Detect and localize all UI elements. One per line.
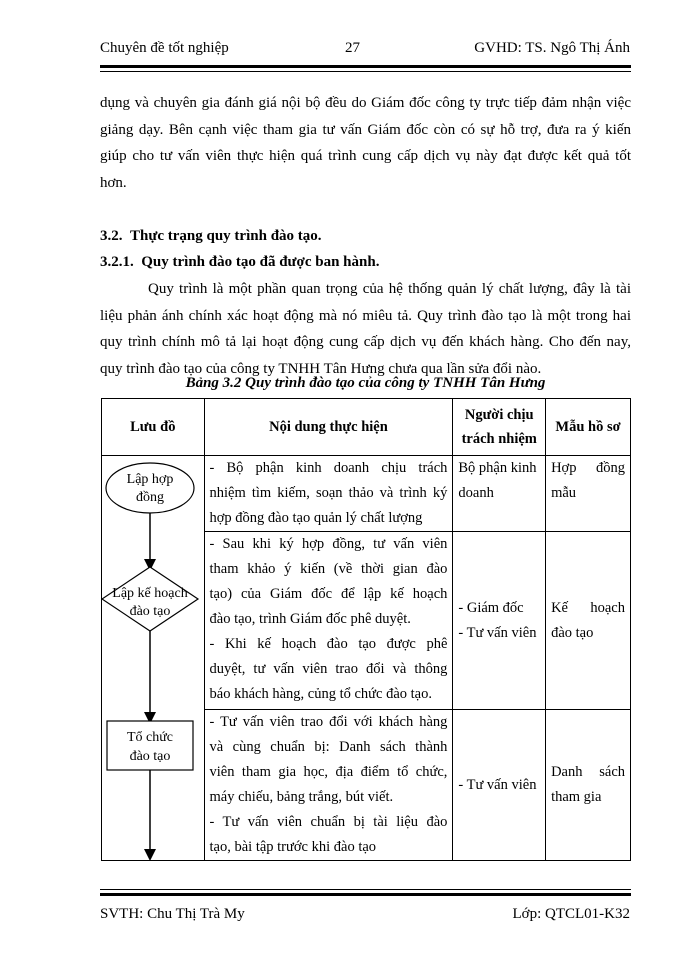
body-paragraph (100, 276, 631, 382)
form-cell (546, 710, 631, 861)
section-number: 3.2. (100, 228, 123, 244)
table-header-row (102, 399, 631, 456)
header-flow: Lưu đồ (102, 399, 205, 456)
form-line: tham gia (551, 789, 602, 805)
flow-step2-line2: đào tạo (129, 604, 171, 619)
content-line: tạo, bài tập trước khi đào tạo (209, 839, 377, 855)
intro-line: hơn. (100, 174, 127, 191)
table-caption: Bảng 3.2 Quy trình đào tạo của công ty TNHH Tân Hưng (185, 375, 546, 391)
header-left: Chuyên đề tốt nghiệp (100, 40, 229, 56)
form-line: Danh sách (551, 764, 625, 780)
content-line: máy chiếu, bảng trắng, bút viết. (209, 789, 394, 805)
body-line: liệu phản ánh chính xác hoạt động mà nó miêu tả. Quy trình đào tạo là một trong hai (100, 307, 631, 324)
content-line: - Tư vấn viên chuẩn bị tài liệu đào (209, 814, 448, 830)
subsection-heading (100, 254, 379, 271)
header-rule-thin (100, 71, 631, 72)
content-line: - Sau khi ký hợp đồng, tư vấn viên (209, 536, 448, 552)
footer-right: Lớp: QTCL01-K32 (512, 906, 630, 922)
body-line: Quy trình là một phần quan trọng của hệ thống quản lý chất lượng, đây là tài (148, 281, 631, 297)
form-line: mẫu (551, 485, 577, 501)
intro-paragraph (100, 90, 631, 196)
resp-line: doanh (458, 485, 494, 501)
page-header (100, 40, 630, 62)
form-cell (546, 456, 631, 532)
header-right: GVHD: TS. Ngô Thị Ánh (474, 40, 630, 56)
footer-left: SVTH: Chu Thị Trà My (100, 906, 245, 922)
content-line: - Khi kế hoạch đào tạo được phê (209, 636, 448, 652)
content-line: - Tư vấn viên trao đổi với khách hàng (209, 714, 448, 730)
header-responsible (453, 399, 546, 456)
flowchart (101, 455, 204, 861)
footer-rule-thick (100, 893, 631, 896)
resp-line: - Tư vấn viên (458, 776, 537, 793)
responsible-cell (453, 532, 546, 710)
page-number: 27 (345, 40, 360, 56)
header-resp-line: trách nhiệm (461, 431, 537, 447)
flow-step3-line2: đào tạo (129, 749, 171, 764)
section-title: Thực trạng quy trình đào tạo. (130, 228, 322, 244)
form-line: Kế hoạch (551, 599, 625, 616)
content-line: nhiệm tìm kiếm, soạn thảo và trình ký (209, 485, 448, 501)
header-content: Nội dung thực hiện (204, 399, 453, 456)
body-line: quy trình đào tạo của công ty TNHH Tân Hưng chưa qua lần sửa đổi nào. (100, 360, 542, 377)
subsection-number: 3.2.1. (100, 254, 134, 270)
form-line: Hợp đồng (551, 460, 625, 476)
flow-start-ellipse (106, 463, 194, 513)
intro-line: giảng dạy. Bên cạnh việc tham gia tư vấn Giám đốc còn có sự hỗ trợ, đưa ra ý kiến (100, 121, 631, 138)
content-line: - Bộ phận kinh doanh chịu trách (209, 460, 448, 476)
header-resp-line: Người chịu (464, 407, 534, 423)
content-line: đào tạo, trình Giám đốc phê duyệt. (209, 611, 411, 627)
resp-line: Bộ phận kinh (458, 460, 537, 476)
responsible-cell (453, 710, 546, 861)
content-cell (204, 532, 453, 710)
content-line: viên tham gia học, địa điểm tổ chức, (209, 764, 448, 780)
subsection-title: Quy trình đào tạo đã được ban hành. (141, 254, 380, 270)
flow-step3-line1: Tổ chức (126, 730, 174, 745)
content-cell (204, 710, 453, 861)
content-line: tham khảo ý kiến (về thời gian đào (209, 561, 448, 577)
content-cell (204, 456, 453, 532)
header-rule-thick (100, 65, 631, 68)
content-line: hợp đồng đào tạo quản lý chất lượng (209, 510, 423, 526)
content-line: tạo) của Giám đốc để lập kế hoạch (209, 586, 448, 602)
content-line: báo khách hàng, củng tổ chức đào tạo. (209, 686, 432, 702)
section-heading (100, 228, 322, 245)
form-cell (546, 532, 631, 710)
content-line: và cùng chuẩn bị: Danh sách thành (209, 739, 448, 755)
header-form: Mẫu hồ sơ (546, 399, 631, 456)
content-line: duyệt, tư vấn viên trao đổi và thông (209, 661, 448, 677)
form-line: đào tạo (551, 624, 594, 641)
body-line: quy trình chính mô tả lại hoạt động cung cấp dịch vụ đến khách hàng. Cho đến nay, (100, 334, 631, 350)
flow-step1-line2: đồng (136, 490, 164, 505)
intro-line: dụng và chuyên gia đánh giá nội bộ đều do Giám đốc công ty trực tiếp đảm nhận việc (100, 95, 631, 111)
flow-step2-line1: Lập kế hoạch (112, 586, 188, 601)
intro-line: giúp cho tư vấn viên thực hiện quá trình cung cấp dịch vụ này đạt được kết quả tốt (100, 148, 631, 164)
flow-step1-line1: Lập hợp (126, 472, 174, 487)
resp-line: - Tư vấn viên (458, 624, 537, 641)
footer-rule-thin (100, 889, 631, 890)
responsible-cell (453, 456, 546, 532)
resp-line: - Giám đốc (458, 599, 524, 616)
